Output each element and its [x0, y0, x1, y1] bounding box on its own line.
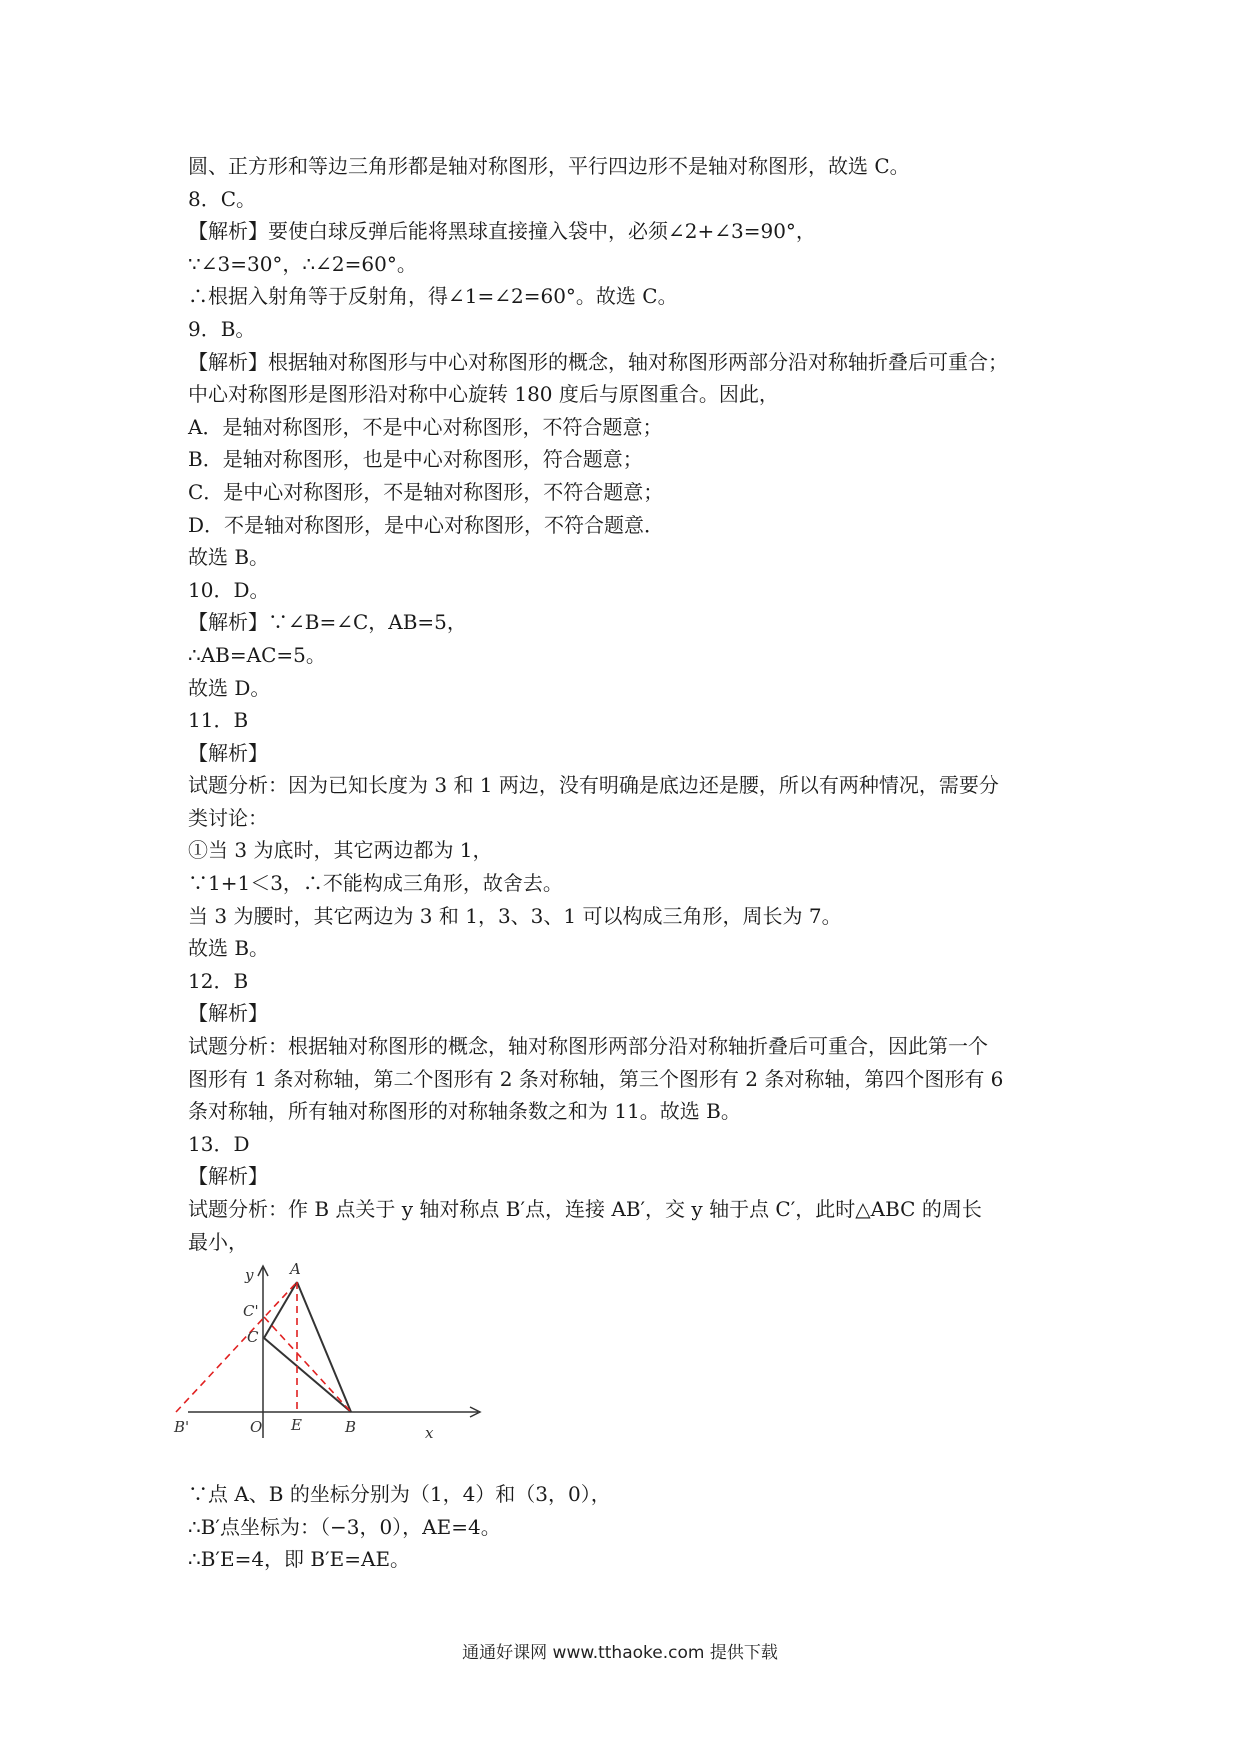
geometry-figure — [174, 1258, 488, 1478]
text-line: 当 3 为腰时，其它两边为 3 和 1，3、3、1 可以构成三角形，周长为 7。 — [188, 903, 842, 928]
text-line: 【解析】要使白球反弹后能将黑球直接撞入袋中，必须∠2+∠3=90°， — [188, 219, 816, 244]
text-line: 故选 B。 — [188, 936, 270, 961]
text-line: ∵∠3=30°，∴∠2=60°。 — [188, 251, 417, 276]
text-line: 9．B。 — [188, 316, 256, 341]
page-footer: 通通好课网 www.tthaoke.com 提供下载 — [462, 1643, 778, 1663]
label-B: B — [345, 1418, 357, 1437]
text-line: ∴根据入射角等于反射角，得∠1=∠2=60°。故选 C。 — [188, 284, 678, 309]
text-line: ∴AB=AC=5。 — [188, 642, 326, 667]
text-line: ∴B′E=4，即 B′E=AE。 — [188, 1547, 411, 1572]
text-line: 故选 D。 — [188, 675, 271, 700]
text-line: ∵1+1＜3，∴不能构成三角形，故舍去。 — [188, 871, 563, 896]
label-O: O — [250, 1418, 263, 1437]
text-line: 13．D — [188, 1131, 250, 1156]
solution-text-before-figure — [188, 150, 1068, 1258]
text-line: A．是轴对称图形，不是中心对称图形，不符合题意； — [188, 414, 663, 439]
text-line: 12．B — [188, 968, 249, 993]
text-line: 10．D。 — [188, 577, 270, 602]
document-body — [174, 150, 1068, 1576]
text-line: 试题分析：作 B 点关于 y 轴对称点 B′点，连接 AB′，交 y 轴于点 C′，此时△ABC 的周长 — [188, 1197, 982, 1221]
text-line: 圆、正方形和等边三角形都是轴对称图形，平行四边形不是轴对称图形，故选 C。 — [188, 154, 910, 178]
label-A: A — [290, 1260, 301, 1279]
text-line: 故选 B。 — [188, 545, 270, 570]
text-line: 【解析】 — [188, 740, 268, 765]
text-line: 11．B — [188, 708, 249, 733]
dashed-C-prime-B — [264, 1317, 351, 1412]
label-y: y — [245, 1266, 254, 1285]
text-line: 【解析】∵∠B=∠C，AB=5， — [188, 610, 467, 635]
text-line: 【解析】 — [188, 1164, 268, 1189]
text-line: 图形有 1 条对称轴，第二个图形有 2 条对称轴，第三个图形有 2 条对称轴，第四个图形有 6 — [188, 1066, 1004, 1091]
solution-text-after-figure — [188, 1478, 1068, 1576]
label-C: C — [247, 1328, 259, 1347]
label-B-prime: B' — [174, 1418, 190, 1437]
label-C-prime: C' — [243, 1302, 259, 1321]
text-line: C．是中心对称图形，不是轴对称图形，不符合题意； — [188, 479, 664, 504]
label-E: E — [291, 1416, 302, 1435]
dashed-AB-prime — [176, 1282, 297, 1412]
text-line: 试题分析：因为已知长度为 3 和 1 两边，没有明确是底边还是腰，所以有两种情况，需要分 — [188, 773, 999, 798]
text-line: 中心对称图形是图形沿对称中心旋转 180 度后与原图重合。因此， — [188, 382, 779, 407]
text-line: 【解析】根据轴对称图形与中心对称图形的概念，轴对称图形两部分沿对称轴折叠后可重合； — [188, 349, 1008, 374]
text-line: D．不是轴对称图形，是中心对称图形，不符合题意． — [188, 512, 665, 537]
text-line: ①当 3 为底时，其它两边都为 1， — [188, 838, 493, 863]
text-line: 最小， — [188, 1229, 248, 1254]
text-line: 条对称轴，所有轴对称图形的对称轴条数之和为 11。故选 B。 — [188, 1099, 741, 1124]
segment-AB — [297, 1282, 351, 1412]
text-line: 试题分析：根据轴对称图形的概念，轴对称图形两部分沿对称轴折叠后可重合，因此第一个 — [188, 1034, 988, 1059]
text-line: 8．C。 — [188, 186, 257, 211]
segment-AC — [264, 1282, 297, 1338]
text-line: ∵点 A、B 的坐标分别为（1，4）和（3，0）， — [188, 1482, 611, 1507]
text-line: ∴B′点坐标为：（−3，0），AE=4。 — [188, 1514, 501, 1539]
text-line: 类讨论： — [188, 805, 268, 830]
segment-CB — [264, 1338, 351, 1412]
text-line: B．是轴对称图形，也是中心对称图形，符合题意； — [188, 447, 643, 472]
label-x: x — [425, 1424, 434, 1443]
coordinate-diagram — [174, 1258, 488, 1478]
text-line: 【解析】 — [188, 1001, 268, 1026]
